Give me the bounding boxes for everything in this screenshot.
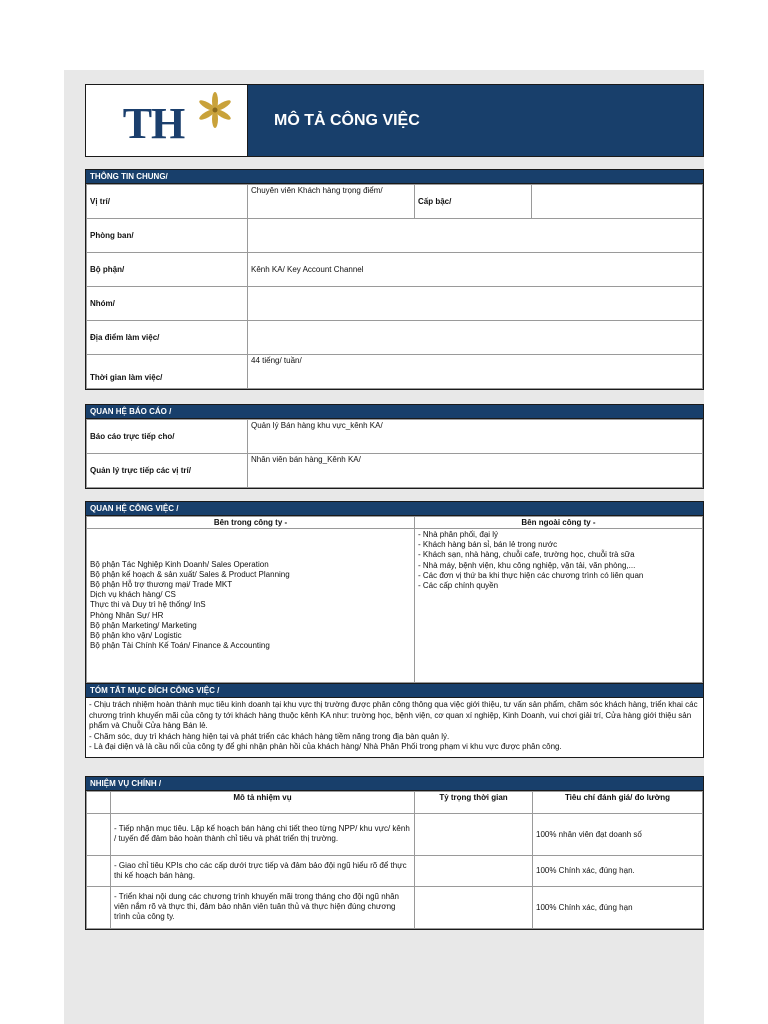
department-label: Phòng ban/: [87, 219, 248, 253]
internal-header: Bên trong công ty -: [87, 517, 415, 529]
external-header: Bên ngoài công ty -: [415, 517, 703, 529]
table-row: [87, 886, 703, 928]
duty-description: - Tiếp nhận mục tiêu. Lập kế hoạch bán hàng chi tiết theo từng NPP/ khu vực/ kênh / tuyến để đảm bảo hoàn thành chỉ tiêu và phát triển thị trường.: [111, 813, 415, 855]
relations-table: [86, 516, 703, 683]
duty-kpi: 100% nhân viên đạt doanh số: [533, 813, 703, 855]
logo-text: TH: [122, 99, 185, 148]
general-info-heading: THÔNG TIN CHUNG/: [86, 170, 703, 184]
table-row: [87, 813, 703, 855]
group-label: Nhóm/: [87, 287, 248, 321]
location-value: [248, 321, 703, 355]
document-sheet: [64, 70, 704, 1024]
reporting-section: [85, 404, 704, 489]
grade-label: Cấp bậc/: [415, 185, 532, 219]
position-value: Chuyên viên Khách hàng trọng điểm/: [248, 185, 415, 219]
logo-flower-icon: [195, 91, 235, 131]
table-row: [87, 855, 703, 886]
summary-heading: TÓM TẮT MỤC ĐÍCH CÔNG VIỆC /: [86, 683, 703, 698]
external-relations-list: - Nhà phân phối, đại lý - Khách hàng bán sỉ, bán lẻ trong nước - Khách sạn, nhà hàng, chuỗi cafe, trường học, chuỗi trà sữa - Nhà máy, bệnh viện, khu công nghiệp, vận tải, văn phòng,... - Các đơn vị thứ ba khi thực hiện các chương trình có liên quan - Các cấp chính quyền: [415, 529, 703, 683]
internal-relations-list: Bộ phận Tác Nghiệp Kinh Doanh/ Sales Operation Bộ phận kế hoạch & sản xuất/ Sales & Product Planning Bộ phận Hỗ trợ thương mại/ Trade MKT Dịch vụ khách hàng/ CS Thực thi và Duy trì hệ thống/ InS Phòng Nhân Sự/ HR Bộ phận Marketing/ Marketing Bộ phận kho vận/ Logistic Bộ phận Tài Chính Kế Toán/ Finance & Accounting: [87, 529, 415, 683]
grade-value: [532, 185, 703, 219]
document-title: MÔ TẢ CÔNG VIỆC: [248, 85, 703, 156]
hours-value: 44 tiếng/ tuần/: [248, 355, 703, 389]
hours-label: Thời gian làm việc/: [87, 355, 248, 389]
document-header: [85, 84, 704, 157]
company-logo: [86, 85, 248, 156]
group-value: [248, 287, 703, 321]
duty-index: [87, 813, 111, 855]
duty-kpi: 100% Chính xác, đúng hạn.: [533, 855, 703, 886]
duty-time: [415, 886, 533, 928]
general-info-section: [85, 169, 704, 390]
manages-label: Quản lý trực tiếp các vị trí/: [87, 454, 248, 488]
reporting-table: [86, 419, 703, 488]
duties-section: [85, 776, 704, 930]
position-label: Vị trí/: [87, 185, 248, 219]
duty-time: [415, 855, 533, 886]
duty-kpi: 100% Chính xác, đúng hạn: [533, 886, 703, 928]
duties-table: [86, 791, 703, 929]
duty-index: [87, 886, 111, 928]
summary-text: - Chịu trách nhiệm hoàn thành mục tiêu kinh doanh tại khu vực thị trường được phân công thông qua việc giới thiệu, tư vấn sản phẩm, chăm sóc khách hàng, triển khai các chương trình khuyến mãi của công ty tới khách hàng thuộc kênh KA như: trường học, bệnh viện, cơ quan xí nghiệp, Kinh Doanh, vui chơi giải trí, Cửa hàng giới thiệu sản phẩm và Chuỗi Cửa hàng Bán lẻ. - Chăm sóc, duy trì khách hàng hiện tại và phát triển các khách hàng tiềm năng trong địa bàn quản lý. - Là đại diện và là cầu nối của công ty để ghi nhận phản hồi của khách hàng/ Nhà Phân Phối trong phạm vi khu vực được phân công.: [89, 700, 698, 752]
reports-to-value: Quản lý Bán hàng khu vực_kênh KA/: [248, 420, 703, 454]
relations-section: [85, 501, 704, 758]
general-info-table: [86, 184, 703, 389]
duty-time: [415, 813, 533, 855]
duty-description: - Giao chỉ tiêu KPIs cho các cấp dưới trực tiếp và đảm bảo đội ngũ hiểu rõ để thực thi kế hoạch bán hàng.: [111, 855, 415, 886]
duties-heading: NHIỆM VỤ CHÍNH /: [86, 777, 703, 791]
job-description-form: [85, 84, 704, 930]
duties-description-header: Mô tả nhiệm vụ: [111, 791, 415, 813]
duty-index: [87, 855, 111, 886]
duties-index-header: [87, 791, 111, 813]
reporting-heading: QUAN HỆ BÁO CÁO /: [86, 405, 703, 419]
relations-heading: QUAN HỆ CÔNG VIỆC /: [86, 502, 703, 516]
division-label: Bộ phận/: [87, 253, 248, 287]
duties-kpi-header: Tiêu chí đánh giá/ đo lường: [533, 791, 703, 813]
duties-time-header: Tỷ trọng thời gian: [415, 791, 533, 813]
reports-to-label: Báo cáo trực tiếp cho/: [87, 420, 248, 454]
location-label: Địa điểm làm việc/: [87, 321, 248, 355]
manages-value: Nhân viên bán hàng_Kênh KA/: [248, 454, 703, 488]
duty-description: - Triển khai nội dung các chương trình khuyến mãi trong tháng cho đội ngũ nhân viên nắm rõ và thực thi, đảm bảo nhân viên tuân thủ và thực hiện đúng chương trình của công ty.: [111, 886, 415, 928]
division-value: Kênh KA/ Key Account Channel: [248, 253, 703, 287]
department-value: [248, 219, 703, 253]
